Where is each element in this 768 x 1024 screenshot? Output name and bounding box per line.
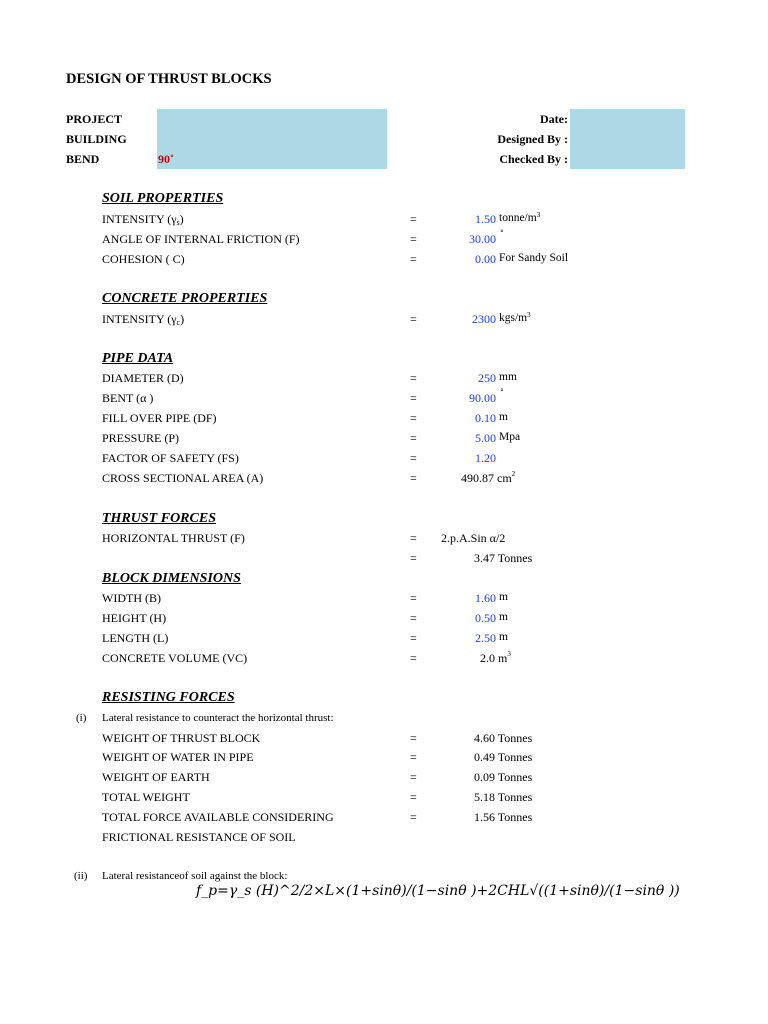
bent-value[interactable]: 90.00 [469, 391, 496, 405]
section-heading-block: BLOCK DIMENSIONS [102, 571, 241, 586]
length-label: LENGTH (L) [102, 631, 169, 645]
soil-intensity-unit: tonne/$m^3$ [499, 211, 541, 224]
diameter-label: DIAMETER (D) [102, 371, 184, 385]
height-value[interactable]: 0.50 [475, 611, 496, 625]
diameter-value[interactable]: 250 [478, 371, 496, 385]
equals-sign: = [410, 391, 417, 405]
equals-sign: = [410, 312, 417, 326]
bent-label: BENT (α ) [102, 391, 154, 405]
passive-pressure-formula: f_p=γ_s (H)^2/2×L×(1+sinθ)/(1−sinθ )+2CHL√((1+sinθ)/(1−sinθ )) [196, 883, 680, 899]
designed-by-label: Designed By : [497, 132, 568, 146]
pressure-label: PRESSURE (P) [102, 431, 180, 445]
diameter-unit: mm [499, 371, 517, 383]
equals-sign: = [410, 252, 417, 266]
equals-sign: = [410, 371, 417, 385]
horizontal-thrust-formula: 2.p.A.Sin α/2 [441, 531, 506, 545]
cohesion-value[interactable]: 0.00 [475, 252, 496, 266]
fill-over-pipe-label: FILL OVER PIPE (DF) [102, 411, 217, 425]
factor-of-safety-value[interactable]: 1.20 [475, 451, 496, 465]
total-force-value: 1.56 Tonnes [474, 810, 533, 824]
friction-angle-unit: ˚ [500, 229, 504, 241]
equals-sign: = [410, 212, 417, 226]
building-label: BUILDING [66, 132, 127, 146]
pressure-value[interactable]: 5.00 [475, 431, 496, 445]
equals-sign: = [410, 591, 417, 605]
friction-angle-value[interactable]: 30.00 [469, 232, 496, 246]
weight-thrust-block-label: WEIGHT OF THRUST BLOCK [102, 731, 261, 745]
height-unit: m [499, 611, 508, 623]
total-weight-label: TOTAL WEIGHT [102, 790, 190, 804]
bend-label: BEND [66, 152, 100, 166]
cross-section-area-label: CROSS SECTIONAL AREA (A) [102, 471, 264, 485]
height-label: HEIGHT (H) [102, 611, 167, 625]
cohesion-label: COHESION ( C) [102, 252, 185, 266]
project-label: PROJECT [66, 112, 123, 126]
lateral-resistance-note: Lateral resistance to counteract the horizontal thrust: [102, 712, 334, 724]
fill-over-pipe-unit: m [499, 411, 508, 423]
concrete-intensity-label: INTENSITY (γc) [102, 312, 185, 327]
factor-of-safety-label: FACTOR OF SAFETY (FS) [102, 451, 239, 465]
equals-sign: = [410, 631, 417, 645]
soil-intensity-label: INTENSITY (γs) [102, 212, 184, 227]
equals-sign: = [410, 731, 417, 745]
width-unit: m [499, 591, 508, 603]
project-info-field[interactable] [157, 109, 387, 169]
equals-sign: = [410, 451, 417, 465]
cross-section-area-value: 490.87 $cm^2$ [461, 470, 516, 485]
equals-sign: = [410, 531, 417, 545]
item-number-ii: (ii) [74, 870, 88, 882]
equals-sign: = [410, 232, 417, 246]
frictional-resistance-label: FRICTIONAL RESISTANCE OF SOIL [102, 830, 296, 844]
section-heading-soil: SOIL PROPERTIES [102, 191, 224, 206]
checked-by-label: Checked By : [499, 152, 568, 166]
soil-intensity-value[interactable]: 1.50 [475, 212, 496, 226]
equals-sign: = [410, 790, 417, 804]
fill-over-pipe-value[interactable]: 0.10 [475, 411, 496, 425]
concrete-volume-label: CONCRETE VOLUME (VC) [102, 651, 248, 665]
equals-sign: = [410, 551, 417, 565]
pressure-unit: Mpa [499, 431, 521, 443]
section-heading-concrete: CONCRETE PROPERTIES [102, 291, 268, 306]
section-heading-pipe: PIPE DATA [102, 351, 174, 366]
weight-earth-label: WEIGHT OF EARTH [102, 770, 210, 784]
weight-water-value: 0.49 Tonnes [474, 750, 533, 764]
concrete-intensity-unit: kgs/$m^3$ [499, 311, 531, 324]
bend-value: 90˚ [158, 152, 174, 166]
sign-off-field[interactable] [570, 109, 685, 169]
equals-sign: = [410, 651, 417, 665]
friction-angle-label: ANGLE OF INTERNAL FRICTION (F) [102, 232, 300, 246]
equals-sign: = [410, 411, 417, 425]
horizontal-thrust-label: HORIZONTAL THRUST (F) [102, 531, 245, 545]
width-value[interactable]: 1.60 [475, 591, 496, 605]
length-value[interactable]: 2.50 [475, 631, 496, 645]
equals-sign: = [410, 431, 417, 445]
weight-earth-value: 0.09 Tonnes [474, 770, 533, 784]
weight-thrust-block-value: 4.60 Tonnes [474, 731, 533, 745]
total-weight-value: 5.18 Tonnes [474, 790, 533, 804]
equals-sign: = [410, 810, 417, 824]
horizontal-thrust-value: 3.47 Tonnes [474, 551, 533, 565]
bent-unit: ˚ [500, 388, 504, 400]
total-force-label: TOTAL FORCE AVAILABLE CONSIDERING [102, 810, 334, 824]
cohesion-note: For Sandy Soil [499, 252, 569, 264]
concrete-volume-value: 2.0 $m^3$ [480, 650, 511, 665]
length-unit: m [499, 631, 508, 643]
equals-sign: = [410, 471, 417, 485]
section-heading-resisting: RESISTING FORCES [102, 690, 235, 705]
page-title: DESIGN OF THRUST BLOCKS [66, 71, 272, 87]
date-label: Date: [540, 112, 568, 126]
item-number-i: (i) [76, 712, 87, 724]
soil-resistance-note: Lateral resistanceof soil against the block: [102, 870, 288, 882]
equals-sign: = [410, 611, 417, 625]
width-label: WIDTH (B) [102, 591, 161, 605]
weight-water-label: WEIGHT OF WATER IN PIPE [102, 750, 254, 764]
equals-sign: = [410, 770, 417, 784]
equals-sign: = [410, 750, 417, 764]
concrete-intensity-value[interactable]: 2300 [472, 312, 496, 326]
section-heading-thrust: THRUST FORCES [102, 511, 216, 526]
